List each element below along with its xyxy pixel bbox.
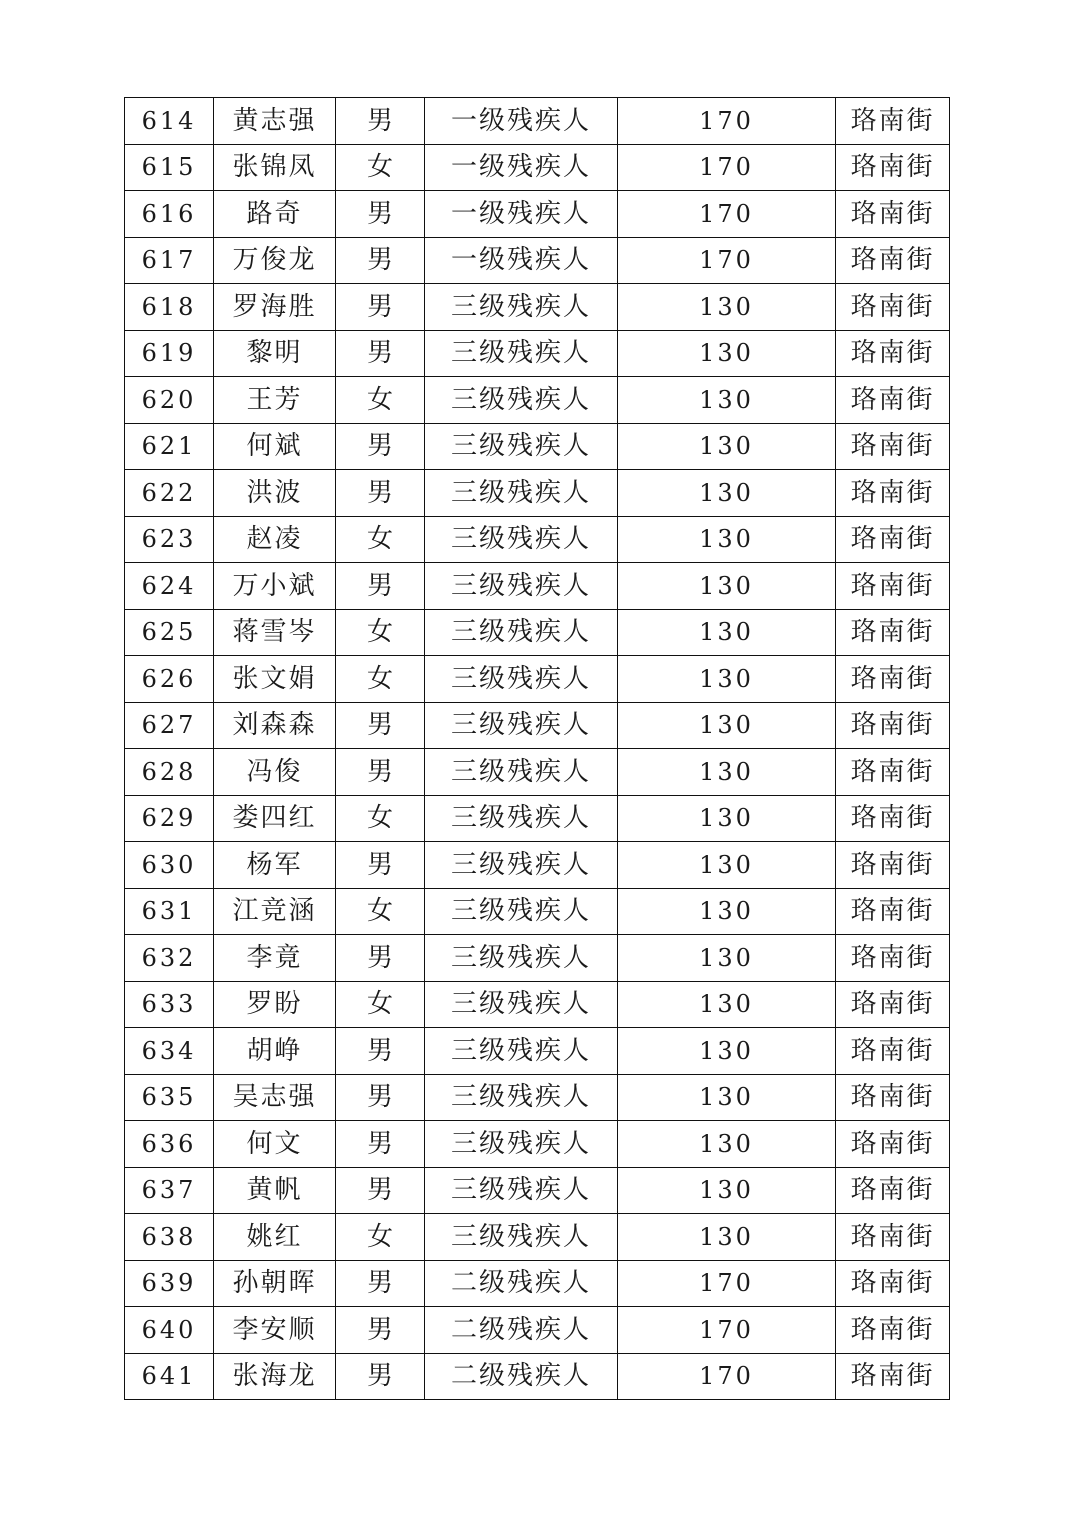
gender-cell: 男 — [336, 284, 425, 331]
street-cell: 珞南街 — [836, 888, 950, 935]
name-cell: 黄帆 — [214, 1167, 336, 1214]
table-row — [125, 144, 950, 191]
amount-cell: 170 — [618, 98, 836, 145]
amount-cell: 130 — [618, 516, 836, 563]
amount-cell: 130 — [618, 656, 836, 703]
roster-table-body — [125, 98, 950, 1400]
disability-level-cell: 一级残疾人 — [425, 237, 618, 284]
street-cell: 珞南街 — [836, 1214, 950, 1261]
amount-cell: 130 — [618, 981, 836, 1028]
amount-cell: 130 — [618, 842, 836, 889]
amount-cell: 130 — [618, 1028, 836, 1075]
amount-cell: 170 — [618, 1353, 836, 1400]
table-row — [125, 1260, 950, 1307]
gender-cell: 男 — [336, 749, 425, 796]
gender-cell: 女 — [336, 981, 425, 1028]
amount-cell: 130 — [618, 423, 836, 470]
amount-cell: 130 — [618, 1214, 836, 1261]
amount-cell: 130 — [618, 795, 836, 842]
table-row — [125, 330, 950, 377]
amount-cell: 130 — [618, 935, 836, 982]
row-number-cell: 635 — [125, 1074, 214, 1121]
amount-cell: 170 — [618, 1307, 836, 1354]
amount-cell: 130 — [618, 470, 836, 517]
table-row — [125, 609, 950, 656]
gender-cell: 男 — [336, 191, 425, 238]
gender-cell: 女 — [336, 795, 425, 842]
name-cell: 冯俊 — [214, 749, 336, 796]
amount-cell: 130 — [618, 330, 836, 377]
gender-cell: 男 — [336, 1353, 425, 1400]
row-number-cell: 633 — [125, 981, 214, 1028]
disability-level-cell: 三级残疾人 — [425, 1214, 618, 1261]
street-cell: 珞南街 — [836, 144, 950, 191]
gender-cell: 男 — [336, 237, 425, 284]
row-number-cell: 618 — [125, 284, 214, 331]
street-cell: 珞南街 — [836, 1028, 950, 1075]
street-cell: 珞南街 — [836, 330, 950, 377]
disability-level-cell: 一级残疾人 — [425, 191, 618, 238]
disability-level-cell: 三级残疾人 — [425, 1028, 618, 1075]
disability-level-cell: 三级残疾人 — [425, 842, 618, 889]
disability-level-cell: 三级残疾人 — [425, 656, 618, 703]
row-number-cell: 617 — [125, 237, 214, 284]
row-number-cell: 636 — [125, 1121, 214, 1168]
disability-level-cell: 三级残疾人 — [425, 795, 618, 842]
row-number-cell: 624 — [125, 563, 214, 610]
gender-cell: 男 — [336, 842, 425, 889]
amount-cell: 130 — [618, 888, 836, 935]
name-cell: 孙朝晖 — [214, 1260, 336, 1307]
row-number-cell: 622 — [125, 470, 214, 517]
table-row — [125, 888, 950, 935]
name-cell: 娄四红 — [214, 795, 336, 842]
disability-level-cell: 三级残疾人 — [425, 516, 618, 563]
gender-cell: 男 — [336, 702, 425, 749]
name-cell: 罗海胜 — [214, 284, 336, 331]
street-cell: 珞南街 — [836, 1121, 950, 1168]
name-cell: 王芳 — [214, 377, 336, 424]
street-cell: 珞南街 — [836, 842, 950, 889]
disability-level-cell: 三级残疾人 — [425, 563, 618, 610]
table-row — [125, 935, 950, 982]
gender-cell: 女 — [336, 144, 425, 191]
street-cell: 珞南街 — [836, 237, 950, 284]
gender-cell: 女 — [336, 609, 425, 656]
row-number-cell: 631 — [125, 888, 214, 935]
row-number-cell: 638 — [125, 1214, 214, 1261]
gender-cell: 女 — [336, 1214, 425, 1261]
amount-cell: 170 — [618, 191, 836, 238]
gender-cell: 女 — [336, 888, 425, 935]
amount-cell: 170 — [618, 237, 836, 284]
disability-level-cell: 三级残疾人 — [425, 377, 618, 424]
table-row — [125, 284, 950, 331]
table-row — [125, 749, 950, 796]
row-number-cell: 632 — [125, 935, 214, 982]
row-number-cell: 640 — [125, 1307, 214, 1354]
disability-level-cell: 三级残疾人 — [425, 888, 618, 935]
name-cell: 张锦凤 — [214, 144, 336, 191]
street-cell: 珞南街 — [836, 749, 950, 796]
row-number-cell: 629 — [125, 795, 214, 842]
street-cell: 珞南街 — [836, 191, 950, 238]
gender-cell: 男 — [336, 935, 425, 982]
name-cell: 何文 — [214, 1121, 336, 1168]
table-row — [125, 1307, 950, 1354]
street-cell: 珞南街 — [836, 1307, 950, 1354]
disability-level-cell: 二级残疾人 — [425, 1353, 618, 1400]
name-cell: 万俊龙 — [214, 237, 336, 284]
table-row — [125, 237, 950, 284]
table-row — [125, 377, 950, 424]
table-row — [125, 516, 950, 563]
row-number-cell: 637 — [125, 1167, 214, 1214]
row-number-cell: 619 — [125, 330, 214, 377]
disability-level-cell: 三级残疾人 — [425, 981, 618, 1028]
table-row — [125, 702, 950, 749]
street-cell: 珞南街 — [836, 423, 950, 470]
row-number-cell: 623 — [125, 516, 214, 563]
disability-level-cell: 三级残疾人 — [425, 330, 618, 377]
disability-level-cell: 三级残疾人 — [425, 1074, 618, 1121]
gender-cell: 女 — [336, 516, 425, 563]
name-cell: 李安顺 — [214, 1307, 336, 1354]
street-cell: 珞南街 — [836, 1074, 950, 1121]
name-cell: 张文娟 — [214, 656, 336, 703]
disability-level-cell: 三级残疾人 — [425, 935, 618, 982]
table-row — [125, 423, 950, 470]
street-cell: 珞南街 — [836, 935, 950, 982]
gender-cell: 男 — [336, 470, 425, 517]
row-number-cell: 621 — [125, 423, 214, 470]
table-row — [125, 1074, 950, 1121]
gender-cell: 男 — [336, 1074, 425, 1121]
disability-level-cell: 三级残疾人 — [425, 423, 618, 470]
name-cell: 蒋雪岑 — [214, 609, 336, 656]
row-number-cell: 639 — [125, 1260, 214, 1307]
street-cell: 珞南街 — [836, 377, 950, 424]
gender-cell: 男 — [336, 330, 425, 377]
disability-level-cell: 三级残疾人 — [425, 749, 618, 796]
amount-cell: 130 — [618, 609, 836, 656]
name-cell: 罗盼 — [214, 981, 336, 1028]
disability-level-cell: 一级残疾人 — [425, 98, 618, 145]
gender-cell: 女 — [336, 656, 425, 703]
table-row — [125, 1028, 950, 1075]
row-number-cell: 620 — [125, 377, 214, 424]
amount-cell: 130 — [618, 749, 836, 796]
table-row — [125, 191, 950, 238]
table-row — [125, 656, 950, 703]
table-row — [125, 1353, 950, 1400]
disability-level-cell: 三级残疾人 — [425, 1167, 618, 1214]
row-number-cell: 614 — [125, 98, 214, 145]
name-cell: 黄志强 — [214, 98, 336, 145]
gender-cell: 男 — [336, 1167, 425, 1214]
name-cell: 张海龙 — [214, 1353, 336, 1400]
gender-cell: 男 — [336, 1028, 425, 1075]
disability-level-cell: 二级残疾人 — [425, 1307, 618, 1354]
gender-cell: 男 — [336, 563, 425, 610]
disability-level-cell: 三级残疾人 — [425, 1121, 618, 1168]
table-row — [125, 795, 950, 842]
table-row — [125, 981, 950, 1028]
name-cell: 李竟 — [214, 935, 336, 982]
amount-cell: 130 — [618, 702, 836, 749]
street-cell: 珞南街 — [836, 702, 950, 749]
disability-level-cell: 二级残疾人 — [425, 1260, 618, 1307]
street-cell: 珞南街 — [836, 284, 950, 331]
street-cell: 珞南街 — [836, 1260, 950, 1307]
name-cell: 杨军 — [214, 842, 336, 889]
table-row — [125, 1121, 950, 1168]
street-cell: 珞南街 — [836, 656, 950, 703]
amount-cell: 130 — [618, 1074, 836, 1121]
street-cell: 珞南街 — [836, 981, 950, 1028]
table-row — [125, 470, 950, 517]
gender-cell: 男 — [336, 1121, 425, 1168]
name-cell: 胡峥 — [214, 1028, 336, 1075]
row-number-cell: 615 — [125, 144, 214, 191]
name-cell: 万小斌 — [214, 563, 336, 610]
amount-cell: 130 — [618, 1167, 836, 1214]
name-cell: 刘森森 — [214, 702, 336, 749]
gender-cell: 女 — [336, 377, 425, 424]
row-number-cell: 616 — [125, 191, 214, 238]
amount-cell: 130 — [618, 377, 836, 424]
street-cell: 珞南街 — [836, 1167, 950, 1214]
name-cell: 姚红 — [214, 1214, 336, 1261]
amount-cell: 130 — [618, 563, 836, 610]
name-cell: 赵凌 — [214, 516, 336, 563]
name-cell: 何斌 — [214, 423, 336, 470]
street-cell: 珞南街 — [836, 516, 950, 563]
disability-level-cell: 三级残疾人 — [425, 702, 618, 749]
row-number-cell: 626 — [125, 656, 214, 703]
gender-cell: 男 — [336, 1307, 425, 1354]
table-row — [125, 563, 950, 610]
table-row — [125, 1167, 950, 1214]
street-cell: 珞南街 — [836, 98, 950, 145]
row-number-cell: 628 — [125, 749, 214, 796]
street-cell: 珞南街 — [836, 609, 950, 656]
roster-table — [124, 97, 950, 1400]
gender-cell: 男 — [336, 98, 425, 145]
disability-level-cell: 三级残疾人 — [425, 470, 618, 517]
name-cell: 洪波 — [214, 470, 336, 517]
row-number-cell: 625 — [125, 609, 214, 656]
street-cell: 珞南街 — [836, 1353, 950, 1400]
row-number-cell: 634 — [125, 1028, 214, 1075]
disability-level-cell: 三级残疾人 — [425, 609, 618, 656]
row-number-cell: 641 — [125, 1353, 214, 1400]
amount-cell: 130 — [618, 284, 836, 331]
street-cell: 珞南街 — [836, 795, 950, 842]
street-cell: 珞南街 — [836, 563, 950, 610]
amount-cell: 170 — [618, 144, 836, 191]
amount-cell: 130 — [618, 1121, 836, 1168]
name-cell: 黎明 — [214, 330, 336, 377]
name-cell: 吴志强 — [214, 1074, 336, 1121]
table-row — [125, 98, 950, 145]
name-cell: 江竞涵 — [214, 888, 336, 935]
street-cell: 珞南街 — [836, 470, 950, 517]
row-number-cell: 627 — [125, 702, 214, 749]
disability-level-cell: 一级残疾人 — [425, 144, 618, 191]
table-row — [125, 842, 950, 889]
table-row — [125, 1214, 950, 1261]
gender-cell: 男 — [336, 423, 425, 470]
gender-cell: 男 — [336, 1260, 425, 1307]
disability-level-cell: 三级残疾人 — [425, 284, 618, 331]
row-number-cell: 630 — [125, 842, 214, 889]
name-cell: 路奇 — [214, 191, 336, 238]
amount-cell: 170 — [618, 1260, 836, 1307]
